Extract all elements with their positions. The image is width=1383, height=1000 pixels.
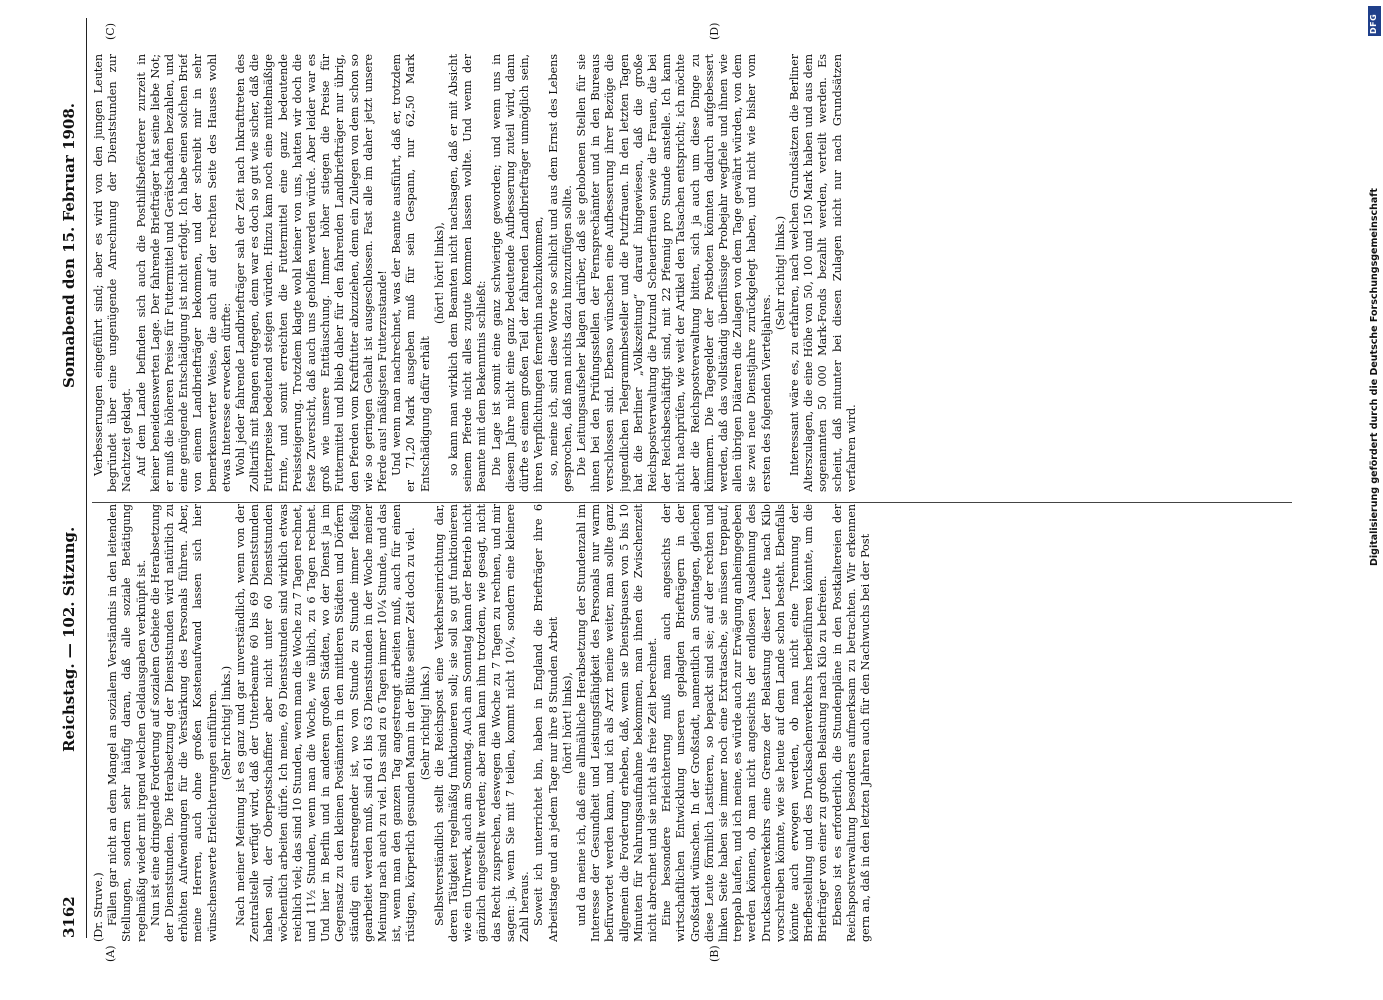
paragraph: so, meine ich, sind diese Worte so schlicht und aus dem Ernst des Lebens gesprochen, daß man nichts dazu hinzuzufügen sollte. — [546, 54, 574, 492]
margin-mark-d: (D) — [708, 22, 721, 40]
margin-mark-b: (B) — [708, 945, 721, 962]
paragraph: Selbstverständlich stellt die Reichspost eine Verkehrseinrichtung dar, deren Tätigkeit regelmäßig funktionieren soll; sie soll so gut funktionieren wie ein Uhrwerk, auch am Sonntag. Auch am Sonntag kann der Betrieb nicht gänzlich eingestellt werden; aber man kann ihm trotzdem, wie gesagt, nicht das Recht zusprechen, deswegen die Woche zu 7 Tagen zu rechnen, und mir sagen: ja, wenn Sie mit 7 teilen, kommt nicht 10¼, sondern eine kleinere Zahl heraus. — [432, 504, 532, 942]
paragraph: Die Lage ist somit eine ganz schwierige geworden; und wenn uns in diesem Jahre nicht eine ganz bedeutende Aufbesserung zuteil wird, dann dürfte es einem großen Teil der fahrenden Landbriefträger unmöglich sein, ihren Verpflichtungen fernerhin nachzukommen, — [489, 54, 546, 492]
dfg-logo — [1368, 6, 1381, 36]
header-date: Sonnabend den 15. Februar 1908. — [60, 103, 78, 388]
header-title: Reichstag. — 102. Sitzung. — [60, 526, 78, 752]
paragraph: (hört! hört! links), — [560, 672, 574, 774]
margin-mark-c: (C) — [104, 23, 117, 40]
right-column — [92, 54, 1252, 492]
header-rule — [86, 18, 87, 938]
paragraph: Ebenso ist es erforderlich, die Stundenpläne in den Postkaltereien der Reichspostverwaltung besonders aufmerksam zu betrachten. Wir erkennen gern an, daß in den letzten Jahren auch für den Nachwuchs bei der Post — [830, 504, 872, 942]
paragraph: (Sehr richtig! links.) — [219, 665, 233, 781]
paragraph: (hört! hört! links), — [432, 222, 446, 324]
paragraph: Wohl jeder fahrende Landbriefträger sah der Zeit nach Inkrafttreten des Zolltarifs mit Bangen entgegen, denn war es doch so gut wie sicher, daß die Futterpreise bedeutend steigen würden. Hinzu kam noch eine mittelmäßige Ernte, und somit erreichten die Futtermittel eine ganz bedeutende Preissteigerung. Trotzdem klagte wohl keiner von uns, hatten wir doch die feste Zuversicht, daß auch uns geholfen werden würde. Aber leider war es groß wie unsere Enttäuschung. Immer höher stiegen die Preise für Futtermittel und blieb daher für den fahrenden Landbriefträger nur übrig, den Pferden vom Kraftfutter abzuziehen, denn ein Zulegen von dem schon so wie so geringen Gehalt ist ausgeschlossen. Fast alle im daher jetzt unsere Pferde aus! mäßigsten Futterzustande! — [234, 54, 390, 492]
paragraph: (Sehr richtig! links.) — [773, 215, 787, 331]
left-column — [92, 504, 1252, 942]
paragraph: Die Leitungsaufseher klagen darüber, daß sie gehobenen Stellen für sie ihnen bei den Prüfungsstellen der Fernsprechämter und in den Bureaus verschlossen sind. Ebenso wünschen eine Aufbesserung ihrer Bezüge die jugendlichen Telegrammbesteller und die Putzfrauen. In den letzten Tagen hat die Berliner „Volkszeitung“ darauf hingewiesen, daß die große Reichspostverwaltung die Putzund Scheuerfrauen sowie die Frauen, die bei der Reichsbeschäftigt sind, mit 22 Pfennig pro Stunde anstelle. Ich kann nicht nachprüfen, wie weit der Artikel den Tatsachen entspricht; ich möchte aber die Reichspostverwaltung bitten, sich ja auch um diese Dinge zu kümmern. Die Tagegelder der Postboten könnten dadurch aufgebessert werden, daß das vollständig überflüssige Probejahr wegfiele und ihnen wie allen übrigen Diätaren die Zulagen von dem Tage gewährt würden, von dem sie zwei neue Dienstjahre zurückgelegt haben, und nicht wie bisher vom ersten des folgenden Vierteljahres. — [574, 54, 773, 492]
column-divider — [92, 502, 1292, 503]
running-header — [58, 0, 84, 1000]
paragraph: Verbesserungen eingeführt sind; aber es wird von den jungen Leuten begründet über eine ungenügende Anrechnung der Dienststunden zur Nachtzeit geklagt. — [92, 54, 134, 492]
paragraph: Nun ist eine dringende Forderung auf sozialem Gebiete die Herabsetzung der Dienststunden. Die Herabsetzung der Dienststunden wird natürlich zu erhöhten Aufwendungen für die Verstärkung des Personals führen. Aber, meine Herren, auch ohne großen Kostenaufwand lassen sich hier wünschenswerte Erleichterungen einführen. — [148, 504, 219, 942]
paragraph: Eine besondere Erleichterung muß man auch angesichts der wirtschaftlichen Entwicklung unseren geplagten Briefträgern in der Großstadt wünschen. In der Großstadt, namentlich an Sonntagen, gleichen diese Leute förmlich Lasttieren, so bepackt sind sie; auf der rechten und linken Seite haben sie immer noch eine Extratasche, sie müssen treppauf, treppab laufen, und ich meine, es würde auch zur Erwägung anheimgegeben werden können, ob man nicht angesichts der endlosen Ausdehnung des Drucksachenverkehrs eine Grenze der Belastung dieser Leute nach Kilo vorschreiben könnte, wie sie heute auf dem Lande schon besteht. Ebenfalls könnte auch erwogen werden, ob man nicht eine Trennung der Briefbestellung und des Drucksachenverkehrs herbeiführen könnte, um die Briefträger von einer zu großen Belastung nach Kilo zu befreien. — [660, 504, 830, 942]
paragraph: (Sehr richtig! links.) — [418, 665, 432, 781]
paragraph: Fällen gar nicht an dem Mangel an sozialem Verständnis in den leitenden Stellungen, sondern sehr häufig daran, daß alle soziale Betätigung regelmäßig wieder mit irgend welchen Geldausgaben verknüpft ist. — [106, 504, 148, 942]
paragraph: so kann man wirklich dem Beamten nicht nachsagen, daß er mit Absicht seinem Pferde nicht alles zugute kommen lassen wollte. Und wenn der Beamte mit dem Bekenntnis schließt: — [447, 54, 489, 492]
paragraph: Nach meiner Meinung ist es ganz und gar unverständlich, wenn von der Zentralstelle verfügt wird, daß der Unterbeamte 60 bis 69 Dienststunden haben soll, der Oberpostschaffner aber nicht unter 60 Dienststunden wöchentlich arbeiten dürfe. Ich meine, 69 Dienststunden sind wirklich etwas reichlich viel; das sind 10 Stunden, wenn man die Woche zu 7 Tagen rechnet, und 11½ Stunden, wenn man die Woche, wie üblich, zu 6 Tagen rechnet. Und hier in Berlin und in anderen großen Städten, wo der Dienst ja im Gegensatz zu den kleinen Postämtern in den mittleren Städten und Dörfern ständig ein anstrengender ist, wo von Stunde zu Stunde immer fleißig gearbeitet werden muß, sind 61 bis 63 Dienststunden in der Woche meiner Meinung nach auch zu viel. Das sind zu 6 Tagen immer 10¼ Stunde, und das ist, wenn man den ganzen Tag angestrengt arbeiten muß, auch für einen rüstigen, körperlich gesunden Mann in der Blüte seiner Zeit doch zu viel. — [234, 504, 418, 942]
digitization-credit — [1369, 6, 1381, 566]
paragraph: Auf dem Lande befinden sich auch die Posthilfsbeförderer zurzeit in keiner beneidenswerten Lage. Der fahrende Briefträger hat seine liebe Not; er muß die höheren Preise für Futtermittel und Gerätschaften bezahlen, und eine genügende Entschädigung ist nicht erfolgt. Ich habe einen solchen Brief von einem Landbriefträger bekommen, und der schreibt mir in sehr bemerkenswerter Weise, die auch auf der rechten Seite des Hauses wohl etwas Interesse erwecken dürfte: — [134, 54, 233, 492]
credit-text: Digitalisierung gefördert durch die Deutsche Forschungsgemeinschaft — [1369, 188, 1380, 566]
paragraph: Und wenn man nachrechnet, was der Beamte ausführt, daß er, trotzdem er 71,20 Mark ausgeben muß für sein Gespann, nur 62,50 Mark Entschädigung dafür erhält — [390, 54, 432, 492]
paragraph: und da meine ich, daß eine allmähliche Herabsetzung der Stundenzahl im Interesse der Gesundheit und Leistungsfähigkeit des Personals nur warm befürwortet werden kann, und ich als Arzt meine weiter, man sollte ganz allgemein die Forderung erheben, daß, wenn sie Dienstpausen von 5 bis 10 Minuten für Nahrungsaufnahme bekommen, man ihnen die Zwischenzeit nicht abrechnet und sie nicht als freie Zeit berechnet. — [574, 504, 659, 942]
margin-mark-a: (A) — [104, 945, 117, 962]
paragraph: Interessant wäre es, zu erfahren, nach welchen Grundsätzen die Berliner Alterszulagen, die eine Höhe von 50, 100 und 150 Mark haben und aus dem sogenannten 50 000 Mark-Fonds bezahlt werden, verteilt werden. Es scheint, daß mitunter bei diesen Zulagen nicht nur nach Grundsätzen verfahren wird. — [787, 54, 858, 492]
paragraph: Soweit ich unterrichtet bin, haben in England die Briefträger ihre 6 Arbeitstage und an jedem Tage nur ihre 8 Stunden Arbeit — [532, 504, 560, 942]
page-number: 3162 — [60, 896, 78, 938]
speaker-label: (Dr. Struve.) — [92, 872, 105, 942]
logo-text: DFG — [1369, 13, 1378, 34]
